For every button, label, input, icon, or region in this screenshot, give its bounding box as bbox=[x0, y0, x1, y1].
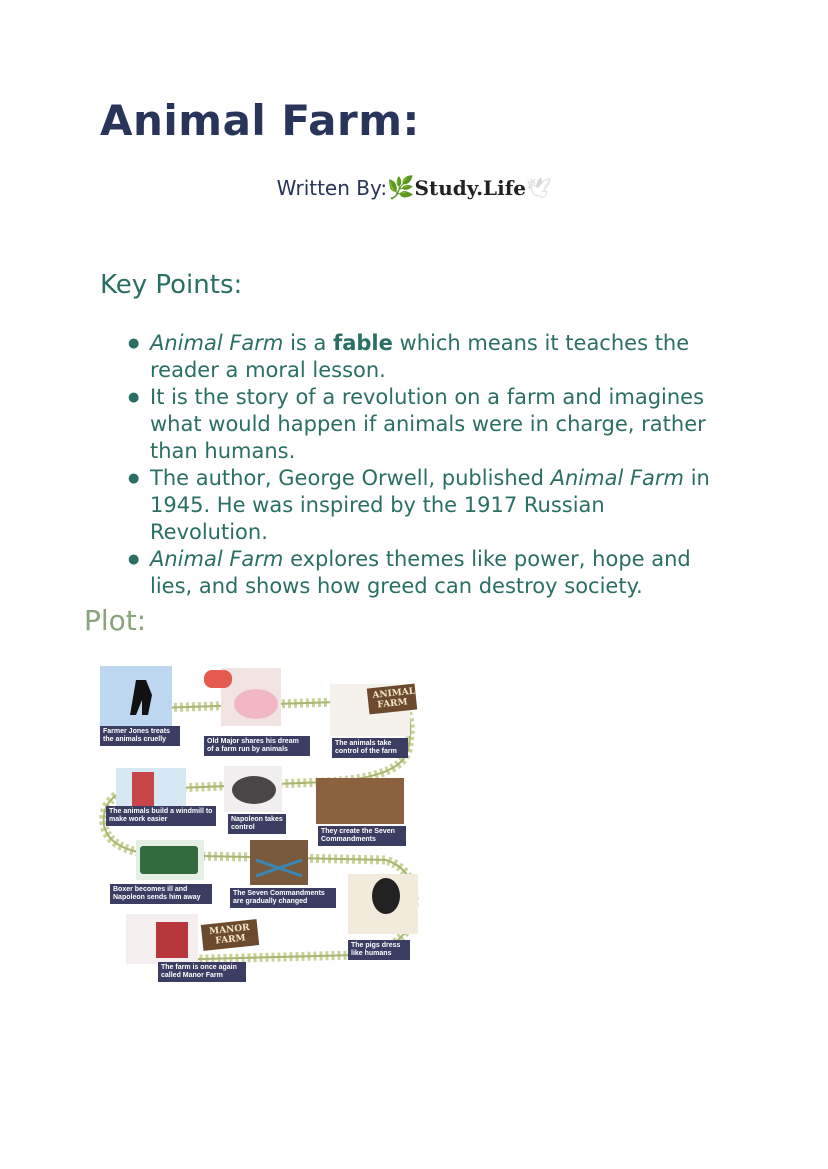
leaf-icon: 🌿 bbox=[387, 176, 415, 201]
key-points-list bbox=[128, 330, 728, 600]
plot-caption: They create the Seven Commandments bbox=[318, 826, 406, 846]
plot-caption: Old Major shares his dream of a farm run by animals bbox=[204, 736, 310, 756]
page-title: Animal Farm: bbox=[100, 96, 420, 145]
plot-caption: The Seven Commandments are gradually changed bbox=[230, 888, 336, 908]
plot-caption: The animals build a windmill to make work easier bbox=[106, 806, 216, 826]
brand-name: Study.Life bbox=[414, 176, 527, 200]
plot-caption: Boxer becomes ill and Napoleon sends him away bbox=[110, 884, 212, 904]
plot-caption: The animals take control of the farm bbox=[332, 738, 408, 758]
list-item: ● Animal Farm is a fable which means it teaches the reader a moral lesson. bbox=[128, 330, 728, 384]
plot-caption: The pigs dress like humans bbox=[348, 940, 410, 960]
key-points-heading: Key Points: bbox=[100, 270, 243, 300]
written-by-label: Written By: bbox=[276, 176, 388, 200]
list-item: ● Animal Farm explores themes like power, hope and lies, and shows how greed can destroy society. bbox=[128, 546, 728, 600]
sign-manor-farm: MANOR FARM bbox=[201, 919, 259, 951]
plot-heading: Plot: bbox=[84, 604, 147, 637]
plot-caption: The farm is once again called Manor Farm bbox=[158, 962, 246, 982]
written-by bbox=[0, 176, 828, 201]
list-item: ● The author, George Orwell, published Animal Farm in 1945. He was inspired by the 1917 Russian Revolution. bbox=[128, 465, 728, 546]
plot-caption: Farmer Jones treats the animals cruelly bbox=[100, 726, 180, 746]
plot-illustration bbox=[96, 660, 426, 985]
plot-caption: Napoleon takes control bbox=[228, 814, 286, 834]
list-item: ● It is the story of a revolution on a farm and imagines what would happen if animals were in charge, rather than humans. bbox=[128, 384, 728, 465]
dove-icon: 🕊 bbox=[526, 176, 552, 200]
sign-animal-farm: ANIMAL FARM bbox=[367, 684, 417, 715]
